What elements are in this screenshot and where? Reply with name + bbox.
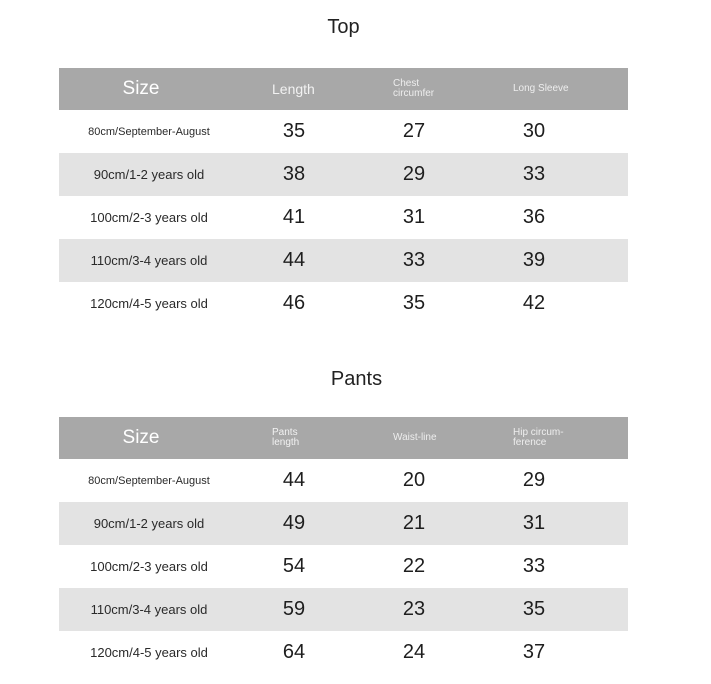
row-length: 35 bbox=[282, 120, 306, 142]
row-size: 110cm/3-4 years old bbox=[90, 253, 208, 268]
row-chest: 31 bbox=[402, 206, 426, 228]
top-section-title: Top bbox=[327, 16, 360, 38]
row-sleeve: 42 bbox=[522, 292, 546, 314]
table-row bbox=[59, 545, 628, 588]
row-sleeve: 39 bbox=[522, 249, 546, 271]
row-pants-length: 49 bbox=[282, 512, 306, 534]
row-length: 41 bbox=[282, 206, 306, 228]
row-size: 110cm/3-4 years old bbox=[90, 602, 208, 617]
row-sleeve: 36 bbox=[522, 206, 546, 228]
header-chest: Chest circumfer bbox=[393, 78, 435, 99]
table-row bbox=[59, 502, 628, 545]
row-size: 90cm/1-2 years old bbox=[93, 516, 205, 531]
table-row bbox=[59, 588, 628, 631]
pants-size-table bbox=[59, 417, 628, 674]
header-waist: Waist-line bbox=[393, 432, 437, 443]
row-size: 80cm/September-August bbox=[88, 474, 210, 487]
header-sleeve: Long Sleeve bbox=[513, 83, 569, 94]
row-pants-length: 44 bbox=[282, 469, 306, 491]
header-length: Length bbox=[272, 81, 315, 97]
row-sleeve: 30 bbox=[522, 120, 546, 142]
header-pants-length: Pants length bbox=[272, 427, 300, 448]
table-row bbox=[59, 282, 628, 325]
row-sleeve: 33 bbox=[522, 163, 546, 185]
row-length: 38 bbox=[282, 163, 306, 185]
table-row bbox=[59, 459, 628, 502]
table-row bbox=[59, 110, 628, 153]
table-row bbox=[59, 631, 628, 674]
row-waist: 21 bbox=[402, 512, 426, 534]
table-header bbox=[59, 68, 628, 110]
row-pants-length: 64 bbox=[282, 641, 306, 663]
row-length: 44 bbox=[282, 249, 306, 271]
header-size: Size bbox=[122, 78, 160, 99]
row-chest: 33 bbox=[402, 249, 426, 271]
row-waist: 24 bbox=[402, 641, 426, 663]
table-header bbox=[59, 417, 628, 459]
row-waist: 22 bbox=[402, 555, 426, 577]
row-size: 100cm/2-3 years old bbox=[90, 210, 208, 225]
row-size: 90cm/1-2 years old bbox=[93, 167, 205, 182]
header-hip: Hip circum-ference bbox=[513, 427, 564, 448]
row-hip: 29 bbox=[522, 469, 546, 491]
header-size: Size bbox=[122, 427, 160, 448]
row-chest: 27 bbox=[402, 120, 426, 142]
row-chest: 29 bbox=[402, 163, 426, 185]
row-hip: 35 bbox=[522, 598, 546, 620]
row-hip: 33 bbox=[522, 555, 546, 577]
row-chest: 35 bbox=[402, 292, 426, 314]
row-size: 120cm/4-5 years old bbox=[90, 296, 208, 311]
table-row bbox=[59, 239, 628, 282]
row-pants-length: 54 bbox=[282, 555, 306, 577]
row-size: 100cm/2-3 years old bbox=[90, 559, 208, 574]
row-hip: 31 bbox=[522, 512, 546, 534]
row-size: 120cm/4-5 years old bbox=[90, 645, 208, 660]
row-hip: 37 bbox=[522, 641, 546, 663]
row-pants-length: 59 bbox=[282, 598, 306, 620]
table-row bbox=[59, 153, 628, 196]
pants-section-title: Pants bbox=[330, 368, 383, 390]
row-size: 80cm/September-August bbox=[88, 125, 210, 138]
top-size-table bbox=[59, 68, 628, 325]
row-waist: 20 bbox=[402, 469, 426, 491]
row-length: 46 bbox=[282, 292, 306, 314]
row-waist: 23 bbox=[402, 598, 426, 620]
table-row bbox=[59, 196, 628, 239]
